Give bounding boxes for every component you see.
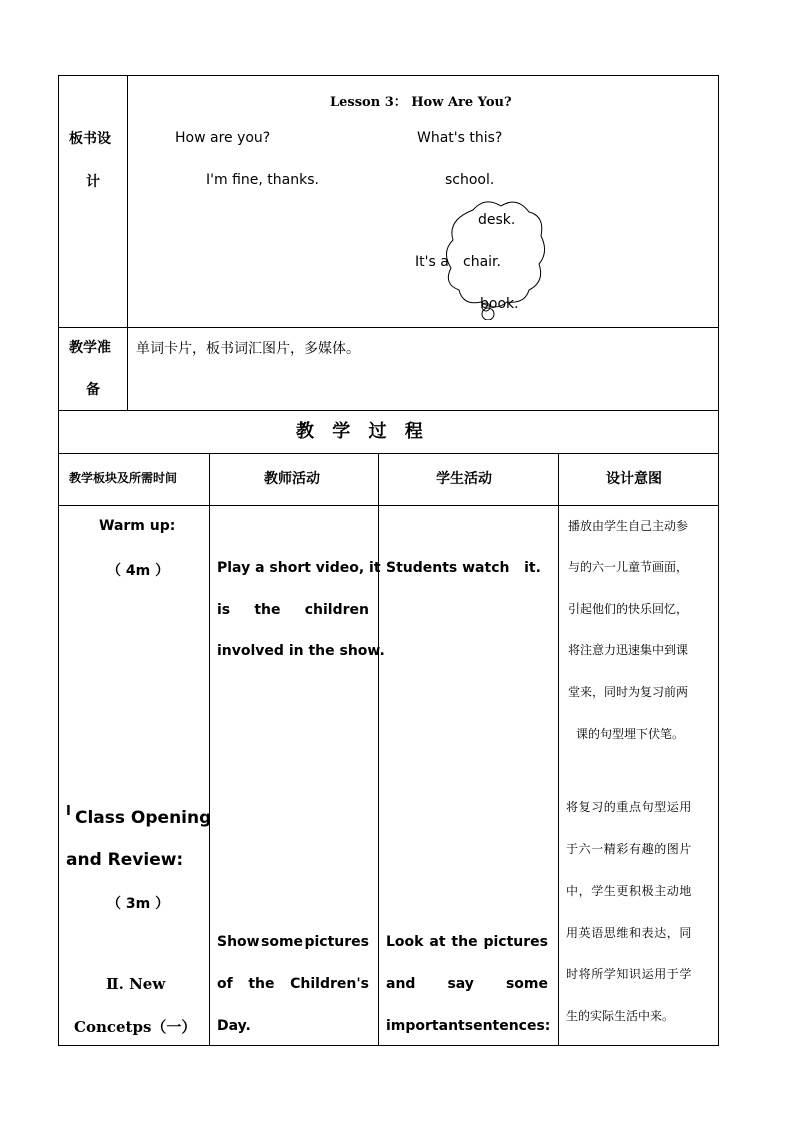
review-intent-line: 于六一精彩有趣的图片 xyxy=(566,842,693,856)
word: Show xyxy=(217,934,260,950)
warmup-intent-line: 课的句型埋下伏笔。 xyxy=(576,727,685,741)
word: children xyxy=(304,602,369,618)
review-title-text: Class Opening xyxy=(75,808,212,828)
row-divider xyxy=(59,505,718,506)
row-divider xyxy=(59,453,718,454)
board-word-desk: desk. xyxy=(478,212,516,228)
lesson-title: Lesson 3： How Are You? xyxy=(330,95,512,110)
col-divider xyxy=(209,453,210,1046)
col-divider xyxy=(127,76,128,410)
row-divider xyxy=(59,327,718,328)
review-student-line xyxy=(386,1018,551,1034)
review-teacher-line: Day. xyxy=(217,1018,251,1034)
warmup-intent-line: 将注意力迅速集中到课 xyxy=(568,643,689,657)
warmup-intent-line: 播放由学生自己主动参 xyxy=(568,519,689,533)
col-header-intent: 设计意图 xyxy=(606,471,662,487)
word: is xyxy=(217,602,231,618)
word: and xyxy=(386,976,416,992)
word: important xyxy=(386,1018,465,1034)
word: the xyxy=(254,602,281,618)
warmup-teacher-line: Play a short video, it xyxy=(217,560,381,576)
word: Look xyxy=(386,934,424,950)
word: of xyxy=(217,976,233,992)
col-header-teacher: 教师活动 xyxy=(264,471,320,487)
board-its-a: It's a xyxy=(415,254,449,270)
process-heading: 教 学 过 程 xyxy=(296,421,429,442)
word: the xyxy=(248,976,275,992)
word: the xyxy=(451,934,478,950)
review-intent-line: 将复习的重点句型运用 xyxy=(566,800,693,814)
new-concepts-line2: Concetps（一） xyxy=(74,1018,197,1036)
warmup-teacher-line xyxy=(217,602,369,618)
col-divider xyxy=(378,453,379,1046)
warmup-student-line: Students watch it. xyxy=(386,560,541,576)
review-intent-line: 生的实际生活中来。 xyxy=(566,1009,675,1023)
review-time: （ 3m ） xyxy=(107,896,170,912)
review-title-line2: and Review: xyxy=(66,850,184,870)
word: Children's xyxy=(290,976,369,992)
review-marker: Ⅰ xyxy=(66,804,71,819)
review-intent-line: 时将所学知识运用于学 xyxy=(566,967,693,981)
warmup-intent-line: 与的六一儿童节画面， xyxy=(568,560,689,574)
warmup-intent-line: 堂来，同时为复习前两 xyxy=(568,685,689,699)
col-divider xyxy=(558,453,559,1046)
review-intent-line: 中，学生更积极主动地 xyxy=(566,884,693,898)
word: pictures xyxy=(304,934,369,950)
review-student-line xyxy=(386,934,548,950)
warmup-teacher-line: involved in the show. xyxy=(217,643,385,659)
review-teacher-line xyxy=(217,934,369,950)
board-label-line2: 计 xyxy=(86,174,100,190)
warmup-title: Warm up: xyxy=(99,518,176,534)
board-word-chair: chair. xyxy=(463,254,501,270)
review-student-line xyxy=(386,976,548,992)
prep-content: 单词卡片，板书词汇图片，多媒体。 xyxy=(136,341,360,357)
board-left-question: How are you? xyxy=(175,130,271,146)
review-intent-line: 用英语思维和表达，同 xyxy=(566,926,693,940)
word: some xyxy=(505,976,548,992)
word: sentences: xyxy=(464,1018,551,1034)
prep-label-line1: 教学准 xyxy=(69,340,111,356)
col-header-student: 学生活动 xyxy=(436,471,492,487)
board-word-school: school. xyxy=(445,172,495,188)
word: some xyxy=(261,934,304,950)
board-label-line1: 板书设 xyxy=(69,131,111,147)
review-title-line1 xyxy=(75,808,212,828)
board-left-answer: I'm fine, thanks. xyxy=(206,172,319,188)
row-divider xyxy=(59,410,718,411)
word: pictures xyxy=(483,934,548,950)
warmup-intent-line: 引起他们的快乐回忆， xyxy=(568,602,689,616)
new-concepts-line1: Ⅱ. New xyxy=(106,975,166,993)
word: at xyxy=(429,934,446,950)
board-word-book: book. xyxy=(480,296,519,312)
prep-label-line2: 备 xyxy=(86,382,100,398)
word: say xyxy=(447,976,474,992)
board-right-question: What's this? xyxy=(417,130,503,146)
warmup-time: （ 4m ） xyxy=(107,563,170,579)
review-teacher-line xyxy=(217,976,369,992)
col-header-section: 教学板块及所需时间 xyxy=(69,471,178,485)
